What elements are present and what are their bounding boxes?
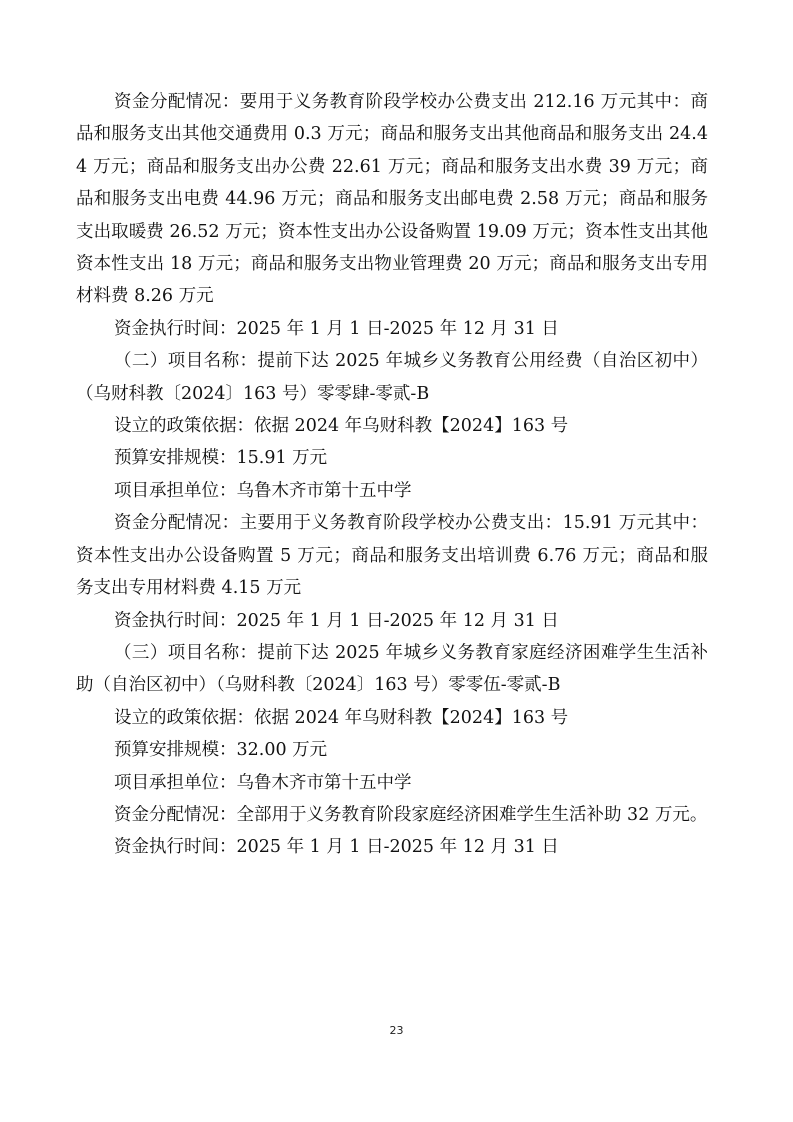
paragraph-execution-time-2: 资金执行时间：2025 年 1 月 1 日-2025 年 12 月 31 日	[114, 610, 559, 631]
paragraph-budget-scale-2: 预算安排规模：15.91 万元	[114, 448, 328, 469]
paragraph-project-unit-2: 项目承担单位：乌鲁木齐市第十五中学	[114, 480, 412, 501]
paragraph-policy-basis-2: 设立的政策依据：依据 2024 年乌财科教【2024】163 号	[114, 416, 569, 437]
paragraph-project-unit-3: 项目承担单位：乌鲁木齐市第十五中学	[114, 772, 412, 793]
paragraph-execution-time-3: 资金执行时间：2025 年 1 月 1 日-2025 年 12 月 31 日	[114, 837, 559, 858]
paragraph-policy-basis-3: 设立的政策依据：依据 2024 年乌财科教【2024】163 号	[114, 707, 569, 728]
paragraph-fund-allocation-1: 资金分配情况：要用于义务教育阶段学校办公费支出 212.16 万元其中：商品和服务支出其他交通费用 0.3 万元；商品和服务支出其他商品和服务支出 24.44 万元；商品和服务支出办公费 22.61 万元；商品和服务支出水费 39 万元；商品和服务支出电费 44.96 万元；商品和服务支出邮电费 2.58 万元；商品和服务支出取暖费 26.52 万元；资本性支出办公设备购置 19.09 万元；资本性支出其他资本性支出 18 万元；商品和服务支出物业管理费 20 万元；商品和服务支出专用材料费 8.26 万元	[76, 92, 708, 307]
paragraph-fund-allocation-2: 资金分配情况：主要用于义务教育阶段学校办公费支出：15.91 万元其中：资本性支出办公设备购置 5 万元；商品和服务支出培训费 6.76 万元；商品和服务支出专用材料费 4.15 万元	[76, 513, 708, 599]
document-body	[76, 86, 708, 864]
paragraph-project-name-2: （二）项目名称：提前下达 2025 年城乡义务教育公用经费（自治区初中）（乌财科教〔2024〕163 号）零零肆-零贰-B	[76, 351, 708, 404]
paragraph-fund-allocation-3: 资金分配情况：全部用于义务教育阶段家庭经济困难学生生活补助 32 万元。	[114, 804, 708, 825]
paragraph-project-name-3: （三）项目名称：提前下达 2025 年城乡义务教育家庭经济困难学生生活补助（自治区初中）（乌财科教〔2024〕163 号）零零伍-零贰-B	[76, 642, 708, 696]
page-number: 23	[389, 1024, 404, 1037]
paragraph-execution-time-1: 资金执行时间：2025 年 1 月 1 日-2025 年 12 月 31 日	[114, 318, 559, 339]
paragraph-budget-scale-3: 预算安排规模：32.00 万元	[114, 740, 328, 761]
